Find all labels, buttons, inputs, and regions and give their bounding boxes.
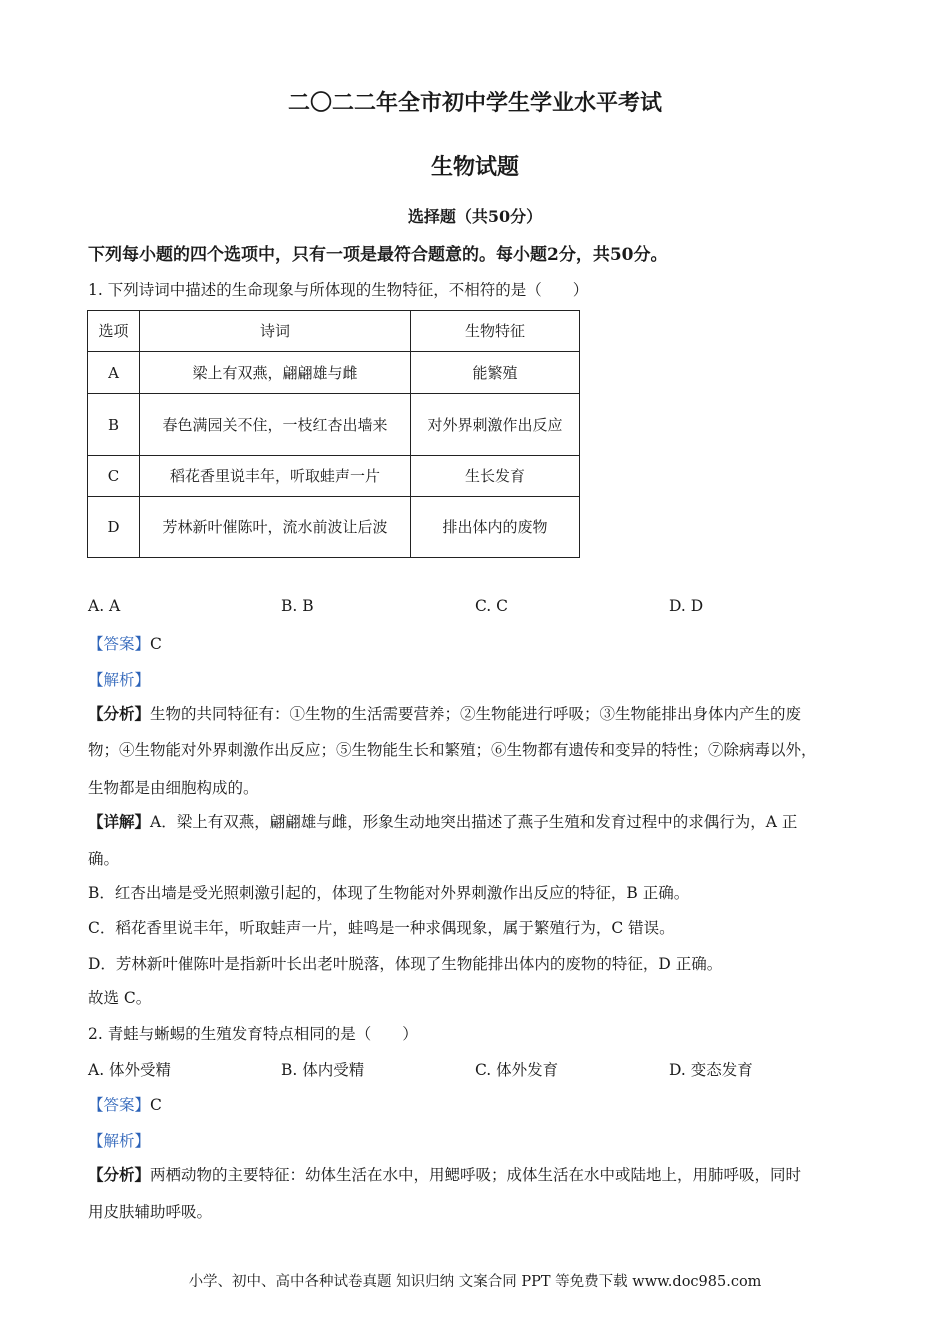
table-cell-feature: 能繁殖 xyxy=(411,352,580,394)
table-row xyxy=(88,456,580,497)
page-footer: 小学、初中、高中各种试卷真题 知识归纳 文案合同 PPT 等免费下载 www.doc985.com xyxy=(188,1274,762,1290)
q1-detail-line: C．稻花香里说丰年，听取蛙声一片，蛙鸣是一种求偶现象，属于繁殖行为，C 错误。 xyxy=(88,919,675,937)
fenxi-tag: 【分析】 xyxy=(88,704,151,723)
table-cell-poem: 稻花香里说丰年，听取蛙声一片 xyxy=(140,456,411,497)
table-cell-feature: 排出体内的废物 xyxy=(411,497,580,558)
q2-fenxi-line xyxy=(88,1163,801,1185)
q1-option-b: B. B xyxy=(281,597,314,615)
table-header-cell: 生物特征 xyxy=(411,311,580,352)
table-header-row xyxy=(88,311,580,352)
answer-value: C xyxy=(150,635,162,653)
answer-value: C xyxy=(150,1096,162,1114)
table-cell-feature: 生长发育 xyxy=(411,456,580,497)
q1-option-c: C. C xyxy=(475,597,509,615)
q1-answer xyxy=(88,632,162,654)
table-cell-option: B xyxy=(88,394,140,456)
detail-tag: 【详解】 xyxy=(88,812,151,831)
q1-detail-line: 确。 xyxy=(88,850,120,868)
table-cell-option: D xyxy=(88,497,140,558)
q2-option-d: D. 变态发育 xyxy=(669,1061,753,1079)
table-cell-poem: 梁上有双燕，翩翩雄与雌 xyxy=(140,352,411,394)
q1-option-a: A. A xyxy=(88,597,121,615)
table-row xyxy=(88,352,580,394)
instruction: 下列每小题的四个选项中，只有一项是最符合题意的。每小题2分，共50分。 xyxy=(88,245,668,265)
fenxi-text: 两栖动物的主要特征：幼体生活在水中，用鳃呼吸；成体生活在水中或陆地上，用肺呼吸，同时 xyxy=(150,1166,802,1184)
q2-option-a: A. 体外受精 xyxy=(88,1061,172,1079)
exam-title: 二〇二二年全市初中学生学业水平考试 xyxy=(287,90,662,116)
answer-tag: 【答案】 xyxy=(88,635,151,653)
q1-detail-line: D．芳林新叶催陈叶是指新叶长出老叶脱落，体现了生物能排出体内的废物的特征，D 正确。 xyxy=(88,955,723,973)
table-cell-option: A xyxy=(88,352,140,394)
table-header-cell: 选项 xyxy=(88,311,140,352)
table-row xyxy=(88,497,580,558)
q1-table xyxy=(87,310,580,558)
q1-stem: 1. 下列诗词中描述的生命现象与所体现的生物特征，不相符的是（ ） xyxy=(88,281,589,299)
section-title: 选择题（共50分） xyxy=(407,207,543,226)
q2-answer xyxy=(88,1093,162,1115)
q1-analysis-tag: 【解析】 xyxy=(88,671,151,689)
table-header-cell: 诗词 xyxy=(140,311,411,352)
table-cell-option: C xyxy=(88,456,140,497)
q1-detail-line xyxy=(88,810,797,832)
q2-option-b: B. 体内受精 xyxy=(281,1061,365,1079)
q1-fenxi-line: 生物都是由细胞构成的。 xyxy=(88,779,259,797)
q2-stem: 2. 青蛙与蜥蜴的生殖发育特点相同的是（ ） xyxy=(88,1025,418,1043)
table-cell-feature: 对外界刺激作出反应 xyxy=(411,394,580,456)
q1-detail-line: 故选 C。 xyxy=(88,989,152,1007)
q1-option-d: D. D xyxy=(669,597,704,615)
table-cell-poem: 芳林新叶催陈叶，流水前波让后波 xyxy=(140,497,411,558)
q1-detail-line: B．红杏出墙是受光照刺激引起的，体现了生物能对外界刺激作出反应的特征，B 正确。 xyxy=(88,884,690,902)
table-cell-poem: 春色满园关不住，一枝红杏出墙来 xyxy=(140,394,411,456)
q1-fenxi-line: 物；④生物能对外界刺激作出反应；⑤生物能生长和繁殖；⑥生物都有遗传和变异的特性；⑦除病毒以外， xyxy=(88,741,817,759)
q2-fenxi-line: 用皮肤辅助呼吸。 xyxy=(88,1203,213,1221)
detail-text: A．梁上有双燕，翩翩雄与雌，形象生动地突出描述了燕子生殖和发育过程中的求偶行为，A 正 xyxy=(150,813,798,831)
q2-analysis-tag: 【解析】 xyxy=(88,1132,151,1150)
fenxi-text: 生物的共同特征有：①生物的生活需要营养；②生物能进行呼吸；③生物能排出身体内产生的废 xyxy=(150,705,802,723)
table-row xyxy=(88,394,580,456)
q1-fenxi-line xyxy=(88,702,801,724)
q2-option-c: C. 体外发育 xyxy=(475,1061,559,1079)
subject-title: 生物试题 xyxy=(430,154,519,180)
fenxi-tag: 【分析】 xyxy=(88,1165,151,1184)
answer-tag: 【答案】 xyxy=(88,1096,151,1114)
